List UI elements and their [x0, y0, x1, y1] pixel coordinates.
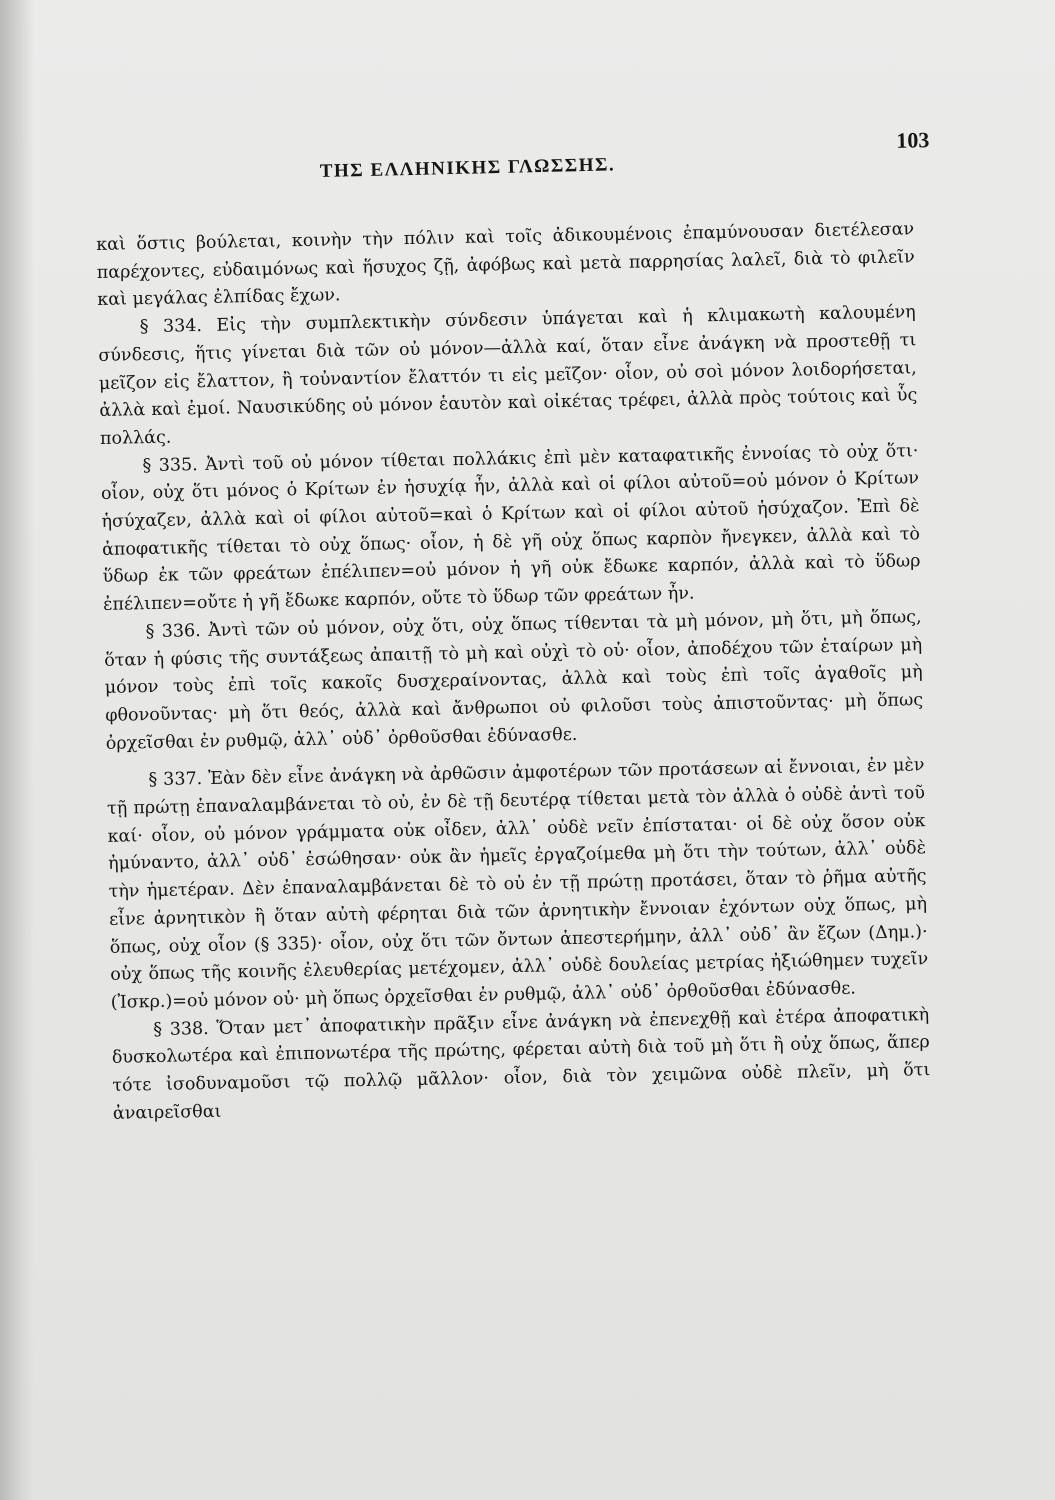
body-text	[96, 216, 931, 1128]
paragraph-continuation: καὶ ὅστις βούλεται, κοινὴν τὴν πόλιν καὶ τοῖς ἀδικουμένοις ἐπαμύνουσαν διετέλεσαν παρέχοντες, εὐδαιμόνως καὶ ἥσυχος ζῇ, ἀφόβως καὶ μετὰ παρρησίας λαλεῖ, διὰ τὸ φιλεῖν καὶ μεγάλας ἐλπίδας ἔχων.	[96, 219, 915, 311]
paragraph-section-337: § 337. Ἐὰν δὲν εἶνε ἀνάγκη νὰ ἀρθῶσιν ἀμφοτέρων τῶν προτάσεων αἱ ἔννοιαι, ἐν μὲν τῇ πρώτῃ ἐπαναλαμβάνεται τὸ οὐ, ἐν δὲ τῇ δευτέρᾳ τίθεται μετὰ τὸν ἀλλὰ ὁ οὐδὲ ἀντὶ τοῦ καί· οἷον, οὐ μόνον γράμματα οὐκ οἶδεν, ἀλλ᾿ οὐδὲ νεῖν ἐπίσταται· οἱ δὲ οὐχ ὅσον οὐκ ἠμύναντο, ἀλλ᾿ οὐδ᾿ ἐσώθησαν· οὐκ ἂν ἡμεῖς ἐργαζοίμεθα μὴ ὅτι τὴν τούτων, ἀλλ᾿ οὐδὲ τὴν ἡμετέραν. Δὲν ἐπαναλαμβάνεται δὲ τὸ οὐ ἐν τῇ πρώτῃ προτάσει, ὅταν τὸ ῥῆμα αὐτῆς εἶνε ἀρνητικὸν ἢ ὅταν αὐτὴ φέρηται διὰ τῶν ἀρνητικὴν ἔννοιαν ἐχόντων οὐχ ὅπως, μὴ ὅπως, οὐχ οἷον (§ 335)· οἷον, οὐχ ὅτι τῶν ὄντων ἀπεστερήμην, ἀλλ᾿ οὐδ᾿ ἂν ἔζων (Δημ.)· οὐχ ὅπως τῆς κοινῆς ἐλευθερίας μετέχομεν, ἀλλ᾿ οὐδὲ δουλείας μετρίας ἠξιώθημεν τυχεῖν (Ἰσκρ.)=οὐ μόνον οὐ· μὴ ὅπως ὀρχεῖσθαι ἐν ρυθμῷ, ἀλλ᾿ οὐδ᾿ ὀρθοῦσθαι ἐδύνασθε.	[106, 755, 929, 1013]
paragraph-section-334: § 334. Εἰς τὴν συμπλεκτικὴν σύνδεσιν ὑπάγεται καὶ ἡ κλιμακωτὴ καλουμένη σύνδεσις, ἥτις γίνεται διὰ τῶν οὐ μόνον—ἀλλὰ καί, ὅταν εἶνε ἀνάγκη νὰ προστεθῇ τι μεῖζον εἰς ἔλαττον, ἢ τοὐναντίον ἔλαττόν τι εἰς μεῖζον· οἷον, οὐ σοὶ μόνον λοιδορήσεται, ἀλλὰ καὶ ἐμοί. Ναυσικύδης οὐ μόνον ἑαυτὸν καὶ οἰκέτας τρέφει, ἀλλὰ πρὸς τούτοις καὶ ὗς πολλάς.	[98, 302, 918, 449]
running-title: ΤΗΣ ΕΛΛΗΝΙΚΗΣ ΓΛΩΣΣΗΣ.	[319, 154, 616, 183]
page-fold-shadow	[0, 0, 34, 1500]
paragraph-section-336: § 336. Ἀντὶ τῶν οὐ μόνον, οὐχ ὅτι, οὐχ ὅπως τίθενται τὰ μὴ μόνον, μὴ ὅτι, μὴ ὅπως, ὅταν ἡ φύσις τῆς συντάξεως ἀπαιτῇ τὸ μὴ καὶ οὐχὶ τὸ οὐ· οἷον, ἀποδέχου τῶν ἑταίρων μὴ μόνον τοὺς ἐπὶ τοῖς κακοῖς δυσχεραίνοντας, ἀλλὰ καὶ τοὺς ἐπὶ τοῖς ἀγαθοῖς μὴ φθονοῦντας· μὴ ὅτι θεός, ἀλλὰ καὶ ἄνθρωποι οὐ φιλοῦσι τοὺς ἀπιστοῦντας· μὴ ὅπως ὀρχεῖσθαι ἐν ρυθμῷ, ἀλλ᾿ οὐδ᾿ ὀρθοῦσθαι ἐδύνασθε.	[104, 607, 924, 754]
paragraph-section-335: § 335. Ἀντὶ τοῦ οὐ μόνον τίθεται πολλάκις ἐπὶ μὲν καταφατικῆς ἐννοίας τὸ οὐχ ὅτι· οἷον, οὐχ ὅτι μόνος ὁ Κρίτων ἐν ἡσυχίᾳ ἦν, ἀλλὰ καὶ οἱ φίλοι αὐτοῦ=οὐ μόνον ὁ Κρίτων ἡσύχαζεν, ἀλλὰ καὶ οἱ φίλοι αὐτοῦ=καὶ ὁ Κρίτων καὶ οἱ φίλοι αὐτοῦ ἡσύχαζον. Ἐπὶ δὲ ἀποφατικῆς τίθεται τὸ οὐχ ὅπως· οἷον, ἡ δὲ γῆ οὐχ ὅπως καρπὸν ἤνεγκεν, ἀλλὰ καὶ τὸ ὕδωρ ἐκ τῶν φρεάτων ἐπέλιπεν=οὐ μόνον ἡ γῆ οὐκ ἔδωκε καρπόν, ἀλλὰ καὶ τὸ ὕδωρ ἐπέλιπεν=οὔτε ἡ γῆ ἔδωκε καρπόν, οὔτε τὸ ὕδωρ τῶν φρεάτων ἦν.	[100, 440, 921, 616]
page-number: 103	[896, 127, 930, 153]
paragraph-section-338: § 338. Ὅταν μετ᾿ ἀποφατικὴν πρᾶξιν εἶνε ἀνάγκη νὰ ἐπενεχθῇ καὶ ἑτέρα ἀποφατικὴ δυσκολωτέρα καὶ ἐπιπονωτέρα τῆς πρώτης, φέρεται αὐτὴ διὰ τοῦ μὴ ὅτι ἢ οὐχ ὅπως, ἅπερ τότε ἰσοδυναμοῦσι τῷ πολλῷ μᾶλλον· οἷον, διὰ τὸν χειμῶνα οὐδὲ πλεῖν, μὴ ὅτι ἀναιρεῖσθαι	[111, 1004, 931, 1124]
page-header	[100, 127, 931, 200]
